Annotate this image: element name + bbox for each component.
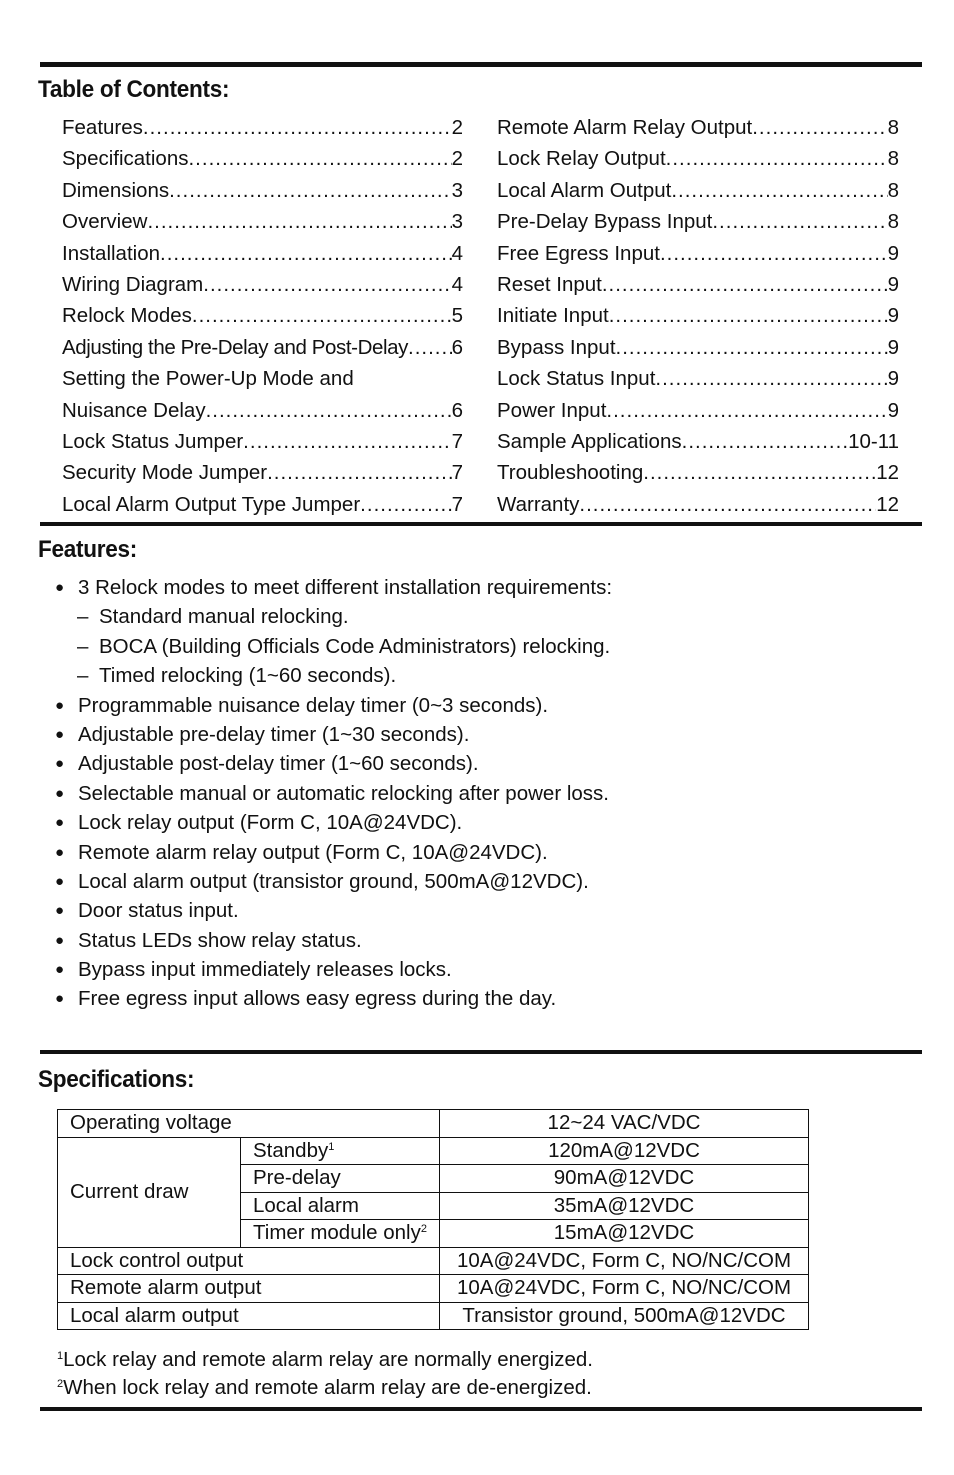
toc-title: Overview [62,210,148,234]
table-row [58,1110,809,1138]
bullet-icon: ● [55,725,65,743]
footnote-mark: 2 [420,1223,427,1236]
toc-title: Nuisance Delay [62,398,206,422]
toc-page: 9 [887,304,899,328]
feature-text: Door status input. [78,899,239,923]
toc-page: 8 [887,178,899,202]
footnote-2: $^2$When lock relay and remote alarm relay are de-energized. [57,1376,592,1399]
spec-sublabel: Local alarm [241,1192,440,1220]
dash-icon: – [77,634,89,658]
toc-entry[interactable] [62,457,463,488]
toc-page: 4 [451,272,463,296]
toc-entry[interactable] [497,489,899,520]
feature-text: Bypass input immediately releases locks. [78,958,452,982]
toc-title: Features [62,116,143,139]
toc-entry[interactable] [497,363,899,394]
spec-label: Local alarm output [58,1302,440,1330]
spec-label: Current draw [58,1137,241,1247]
toc-entry[interactable] [62,332,463,363]
spec-value: 90mA@12VDC [440,1165,809,1193]
toc-page: 9 [887,398,899,422]
toc-title: Local Alarm Output Type Jumper [62,492,361,516]
toc-page: 8 [887,210,899,234]
list-item [55,573,612,602]
spec-label: Operating voltage [58,1110,440,1138]
feature-text: Timed relocking (1~60 seconds). [99,664,397,688]
toc-page: 5 [451,304,463,328]
toc-entry[interactable] [62,269,463,300]
spec-value: 35mA@12VDC [440,1192,809,1220]
list-item [55,955,612,984]
toc-right-column [497,112,899,520]
toc-title: Lock Status Jumper [62,429,244,453]
footnote-1: $^1$Lock relay and remote alarm relay are normally energized. [57,1348,593,1371]
list-item [55,749,612,778]
toc-page: 2 [451,147,463,171]
toc-entry[interactable] [497,143,899,174]
list-item [55,691,612,720]
toc-page: 6 [451,335,463,359]
toc-page: 12 [876,461,899,485]
features-bottom-rule [40,1050,922,1054]
feature-text: Selectable manual or automatic relocking after power loss. [78,781,609,805]
toc-entry[interactable] [497,206,899,237]
list-item [55,984,612,1013]
toc-title: Power Input [497,398,607,422]
toc-entry[interactable] [497,269,899,300]
dash-icon: – [77,605,89,629]
toc-entry[interactable] [62,489,463,520]
bullet-icon: ● [55,843,65,861]
feature-text: Local alarm output (transistor ground, 500mA@12VDC). [78,869,589,893]
list-item [55,867,612,896]
toc-title: Warranty [497,492,580,516]
toc-page: 7 [451,461,463,485]
footnote-mark: 1 [57,1350,64,1362]
spec-value: 12~24 VAC/VDC [440,1110,809,1138]
toc-entry[interactable] [497,457,899,488]
toc-entry[interactable] [62,363,463,394]
spec-value: Transistor ground, 500mA@12VDC [440,1302,809,1330]
feature-text: Remote alarm relay output (Form C, 10A@24VDC). [78,840,548,864]
feature-text: Programmable nuisance delay timer (0~3 seconds). [78,693,549,717]
toc-title: Lock Relay Output [497,147,666,171]
toc-page: 4 [451,241,463,265]
list-item [55,720,612,749]
bullet-icon: ● [55,931,65,949]
feature-text: Lock relay output (Form C, 10A@24VDC). [78,811,463,835]
toc-entry[interactable] [497,112,899,143]
toc-entry[interactable] [62,238,463,269]
feature-text: Adjustable post-delay timer (1~60 seconds). [78,752,479,776]
toc-page: 9 [887,272,899,296]
toc-title: Free Egress Input [497,241,660,265]
table-row [58,1275,809,1303]
toc-page: 9 [887,367,899,391]
toc-entry[interactable] [62,206,463,237]
toc-entry[interactable] [497,395,899,426]
top-rule [40,62,922,67]
toc-entry[interactable] [497,426,899,457]
toc-page: 9 [887,241,899,265]
feature-text: Status LEDs show relay status. [78,928,362,952]
feature-text: 3 Relock modes to meet different installation requirements: [78,576,613,599]
toc-entry[interactable] [497,332,899,363]
bullet-icon: ● [55,784,65,802]
toc-entry[interactable] [497,238,899,269]
toc-page: 12 [876,492,899,516]
table-row [58,1302,809,1330]
toc-entry[interactable] [497,175,899,206]
toc-page: 7 [451,492,463,516]
toc-page: 9 [887,335,899,359]
toc-title: Wiring Diagram [62,272,204,296]
bullet-icon: ● [55,755,65,773]
toc-entry[interactable] [62,112,463,143]
list-item [55,838,612,867]
feature-text: BOCA (Building Officials Code Administrators) relocking. [99,634,611,658]
toc-entry[interactable] [62,175,463,206]
features-heading: Features: [38,536,138,563]
toc-page: 8 [887,147,899,171]
toc-page: 3 [451,210,463,234]
bullet-icon: ● [55,990,65,1008]
list-subitem [55,632,612,661]
bullet-icon: ● [55,961,65,979]
toc-title: Dimensions [62,178,170,202]
toc-title: Installation [62,241,161,265]
toc-heading: Table of Contents: [38,76,230,103]
spec-sublabel: Timer module only$^2$ [241,1220,440,1248]
toc-title: Bypass Input [497,335,616,359]
specifications-heading: Specifications: [38,1066,195,1093]
toc-entry[interactable] [62,300,463,331]
toc-title: Pre-Delay Bypass Input [497,210,713,234]
toc-entry[interactable] [62,426,463,457]
spec-label: Remote alarm output [58,1275,440,1303]
toc-title: Local Alarm Output [497,178,672,202]
bullet-icon: ● [55,872,65,890]
feature-text: Standard manual relocking. [99,605,349,629]
toc-title: Remote Alarm Relay Output [497,116,753,139]
list-item [55,779,612,808]
spec-value: 15mA@12VDC [440,1220,809,1248]
feature-text: Free egress input allows easy egress during the day. [78,987,557,1011]
list-subitem [55,661,612,690]
bullet-icon: ● [55,579,65,596]
toc-bottom-rule [40,522,922,526]
table-row [58,1247,809,1275]
toc-left-column [62,112,463,520]
spec-label: Lock control output [58,1247,440,1275]
toc-page: 7 [451,429,463,453]
table-row [58,1137,809,1165]
bullet-icon: ● [55,814,65,832]
toc-title: Security Mode Jumper [62,461,268,485]
spec-value: 120mA@12VDC [440,1137,809,1165]
list-item [55,896,612,925]
toc-page: 2 [451,116,463,139]
toc-entry[interactable] [497,300,899,331]
bullet-icon: ● [55,696,65,714]
spec-sublabel: Standby$^1$ [241,1137,440,1165]
specifications-table [57,1109,809,1330]
toc-title: Sample Applications [497,429,682,453]
toc-title: Lock Status Input [497,367,656,391]
dash-icon: – [77,664,89,688]
bullet-icon: ● [55,902,65,920]
toc-title: Troubleshooting [497,461,644,485]
spec-sublabel: Pre-delay [241,1165,440,1193]
toc-title: Specifications [62,147,189,171]
feature-text: Adjustable pre-delay timer (1~30 seconds). [78,722,470,746]
toc-entry[interactable] [62,395,463,426]
list-subitem [55,602,612,631]
footnote-mark: 1 [328,1140,335,1153]
toc-page: 6 [451,398,463,422]
features-list [55,573,612,1014]
toc-title: Reset Input [497,272,602,296]
toc-page: 3 [451,178,463,202]
toc-title: Relock Modes [62,304,192,328]
toc-title: Adjusting the Pre-Delay and Post-Delay [62,335,409,359]
list-item [55,808,612,837]
footnote-mark: 2 [57,1378,64,1390]
toc-page: 10-11 [848,429,899,453]
list-item [55,926,612,955]
bottom-rule [40,1407,922,1411]
toc-page: 8 [887,116,899,139]
spec-value: 10A@24VDC, Form C, NO/NC/COM [440,1247,809,1275]
toc-title: Initiate Input [497,304,609,328]
toc-title: Setting the Power-Up Mode and [62,367,354,391]
spec-value: 10A@24VDC, Form C, NO/NC/COM [440,1275,809,1303]
toc-entry[interactable] [62,143,463,174]
